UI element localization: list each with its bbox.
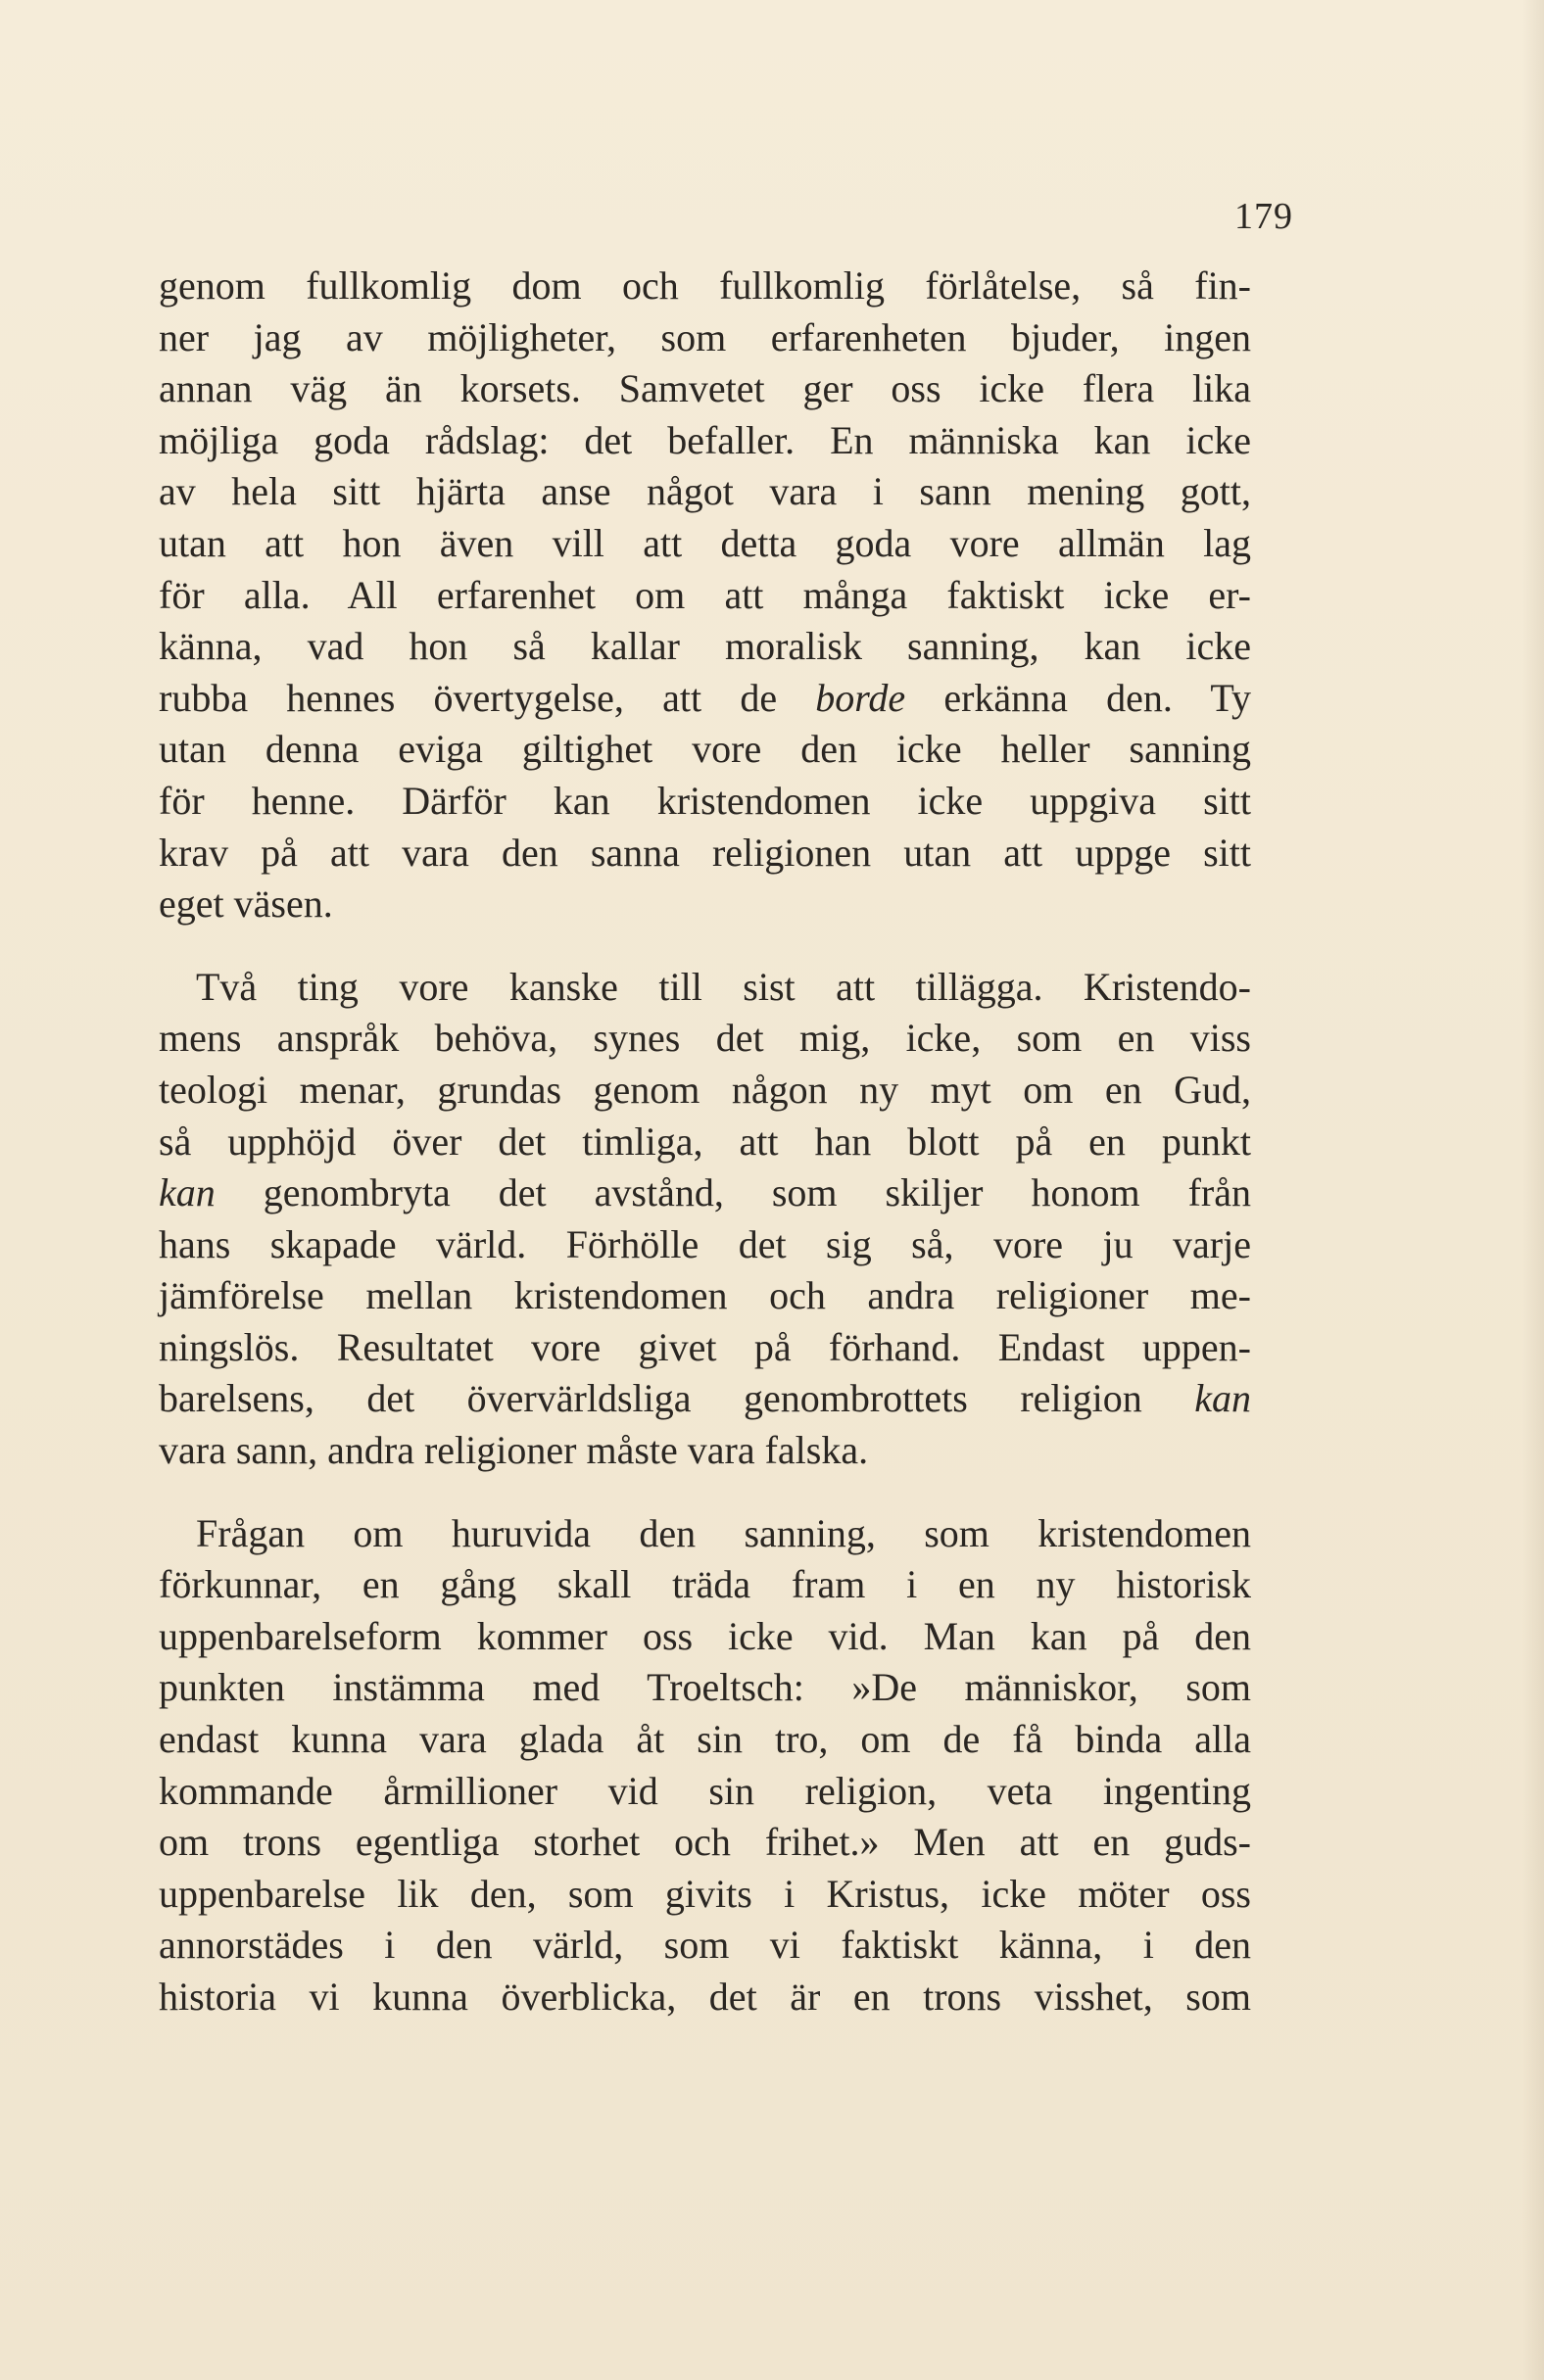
text-line: vara sann, andra religioner måste vara falska.	[159, 1428, 869, 1473]
text-line: hans skapade värld. Förhölle det sig så, vore ju varje	[159, 1221, 1251, 1266]
emphasis-text: kan	[159, 1170, 216, 1215]
text-line: mens anspråk behöva, synes det mig, icke, som en viss	[159, 1016, 1251, 1061]
text-line: av hela sitt hjärta anse något vara i sann mening gott,	[159, 469, 1251, 514]
text-line	[159, 673, 1251, 725]
text-line: utan denna eviga giltighet vore den icke heller sanning	[159, 727, 1251, 772]
page-edge-shadow	[1522, 0, 1544, 2380]
emphasis-text: borde	[815, 675, 906, 720]
text-line: ningslös. Resultatet vore givet på förhand. Endast uppen-	[159, 1324, 1251, 1369]
text-line: genom fullkomlig dom och fullkomlig förlåtelse, så fin-	[159, 263, 1251, 308]
text-line: historia vi kunna överblicka, det är en trons visshet, som	[159, 1975, 1251, 2019]
text-line: Två ting vore kanske till sist att tillägga. Kristendo-	[196, 964, 1251, 1009]
text-line: om trons egentliga storhet och frihet.» Men att en guds-	[159, 1820, 1251, 1865]
text-line: uppenbarelse lik den, som givits i Kristus, icke möter oss	[159, 1871, 1251, 1916]
text-line: teologi menar, grundas genom någon ny myt om en Gud,	[159, 1067, 1251, 1112]
body-text	[159, 261, 1251, 2023]
text-line: ner jag av möjligheter, som erfarenheten bjuder, ingen	[159, 314, 1251, 359]
text-segment: genombryta det avstånd, som skiljer honom från	[215, 1170, 1251, 1215]
text-line	[159, 1167, 1251, 1219]
paragraph-3	[159, 1508, 1251, 2023]
text-segment: rubba hennes övertygelse, att de	[159, 675, 816, 720]
text-line: för henne. Därför kan kristendomen icke uppgiva sitt	[159, 778, 1251, 823]
text-line: kommande årmillioner vid sin religion, veta ingenting	[159, 1768, 1251, 1813]
paragraph-gap	[159, 1477, 1251, 1508]
text-line: eget väsen.	[159, 881, 333, 927]
paragraph-2	[159, 962, 1251, 1477]
text-line: jämförelse mellan kristendomen och andra religioner me-	[159, 1273, 1251, 1318]
emphasis-text: kan	[1194, 1376, 1251, 1421]
page-number: 179	[1234, 196, 1293, 237]
text-line: Frågan om huruvida den sanning, som kristendomen	[196, 1510, 1251, 1555]
text-line: så upphöjd över det timliga, att han blott på en punkt	[159, 1119, 1251, 1164]
text-line: känna, vad hon så kallar moralisk sanning, kan icke	[159, 624, 1251, 669]
text-line: endast kunna vara glada åt sin tro, om de få binda alla	[159, 1717, 1251, 1762]
text-line: krav på att vara den sanna religionen utan att uppge sitt	[159, 830, 1251, 875]
text-line: möjliga goda rådslag: det befaller. En människa kan icke	[159, 417, 1251, 462]
paragraph-1	[159, 261, 1251, 930]
text-line: annorstädes i den värld, som vi faktiskt känna, i den	[159, 1923, 1251, 1968]
text-line: för alla. All erfarenhet om att många faktiskt icke er-	[159, 572, 1251, 617]
text-segment: barelsens, det övervärldsliga genombrottets religion	[159, 1376, 1195, 1421]
text-line: punkten instämma med Troeltsch: »De människor, som	[159, 1665, 1251, 1710]
text-line: uppenbarelseform kommer oss icke vid. Man kan på den	[159, 1613, 1251, 1658]
paragraph-gap	[159, 930, 1251, 962]
text-line: utan att hon även vill att detta goda vore allmän lag	[159, 520, 1251, 565]
text-line	[159, 1373, 1251, 1425]
text-segment: erkänna den. Ty	[905, 675, 1251, 720]
text-line: annan väg än korsets. Samvetet ger oss icke flera lika	[159, 366, 1251, 411]
text-line: förkunnar, en gång skall träda fram i en ny historisk	[159, 1562, 1251, 1607]
